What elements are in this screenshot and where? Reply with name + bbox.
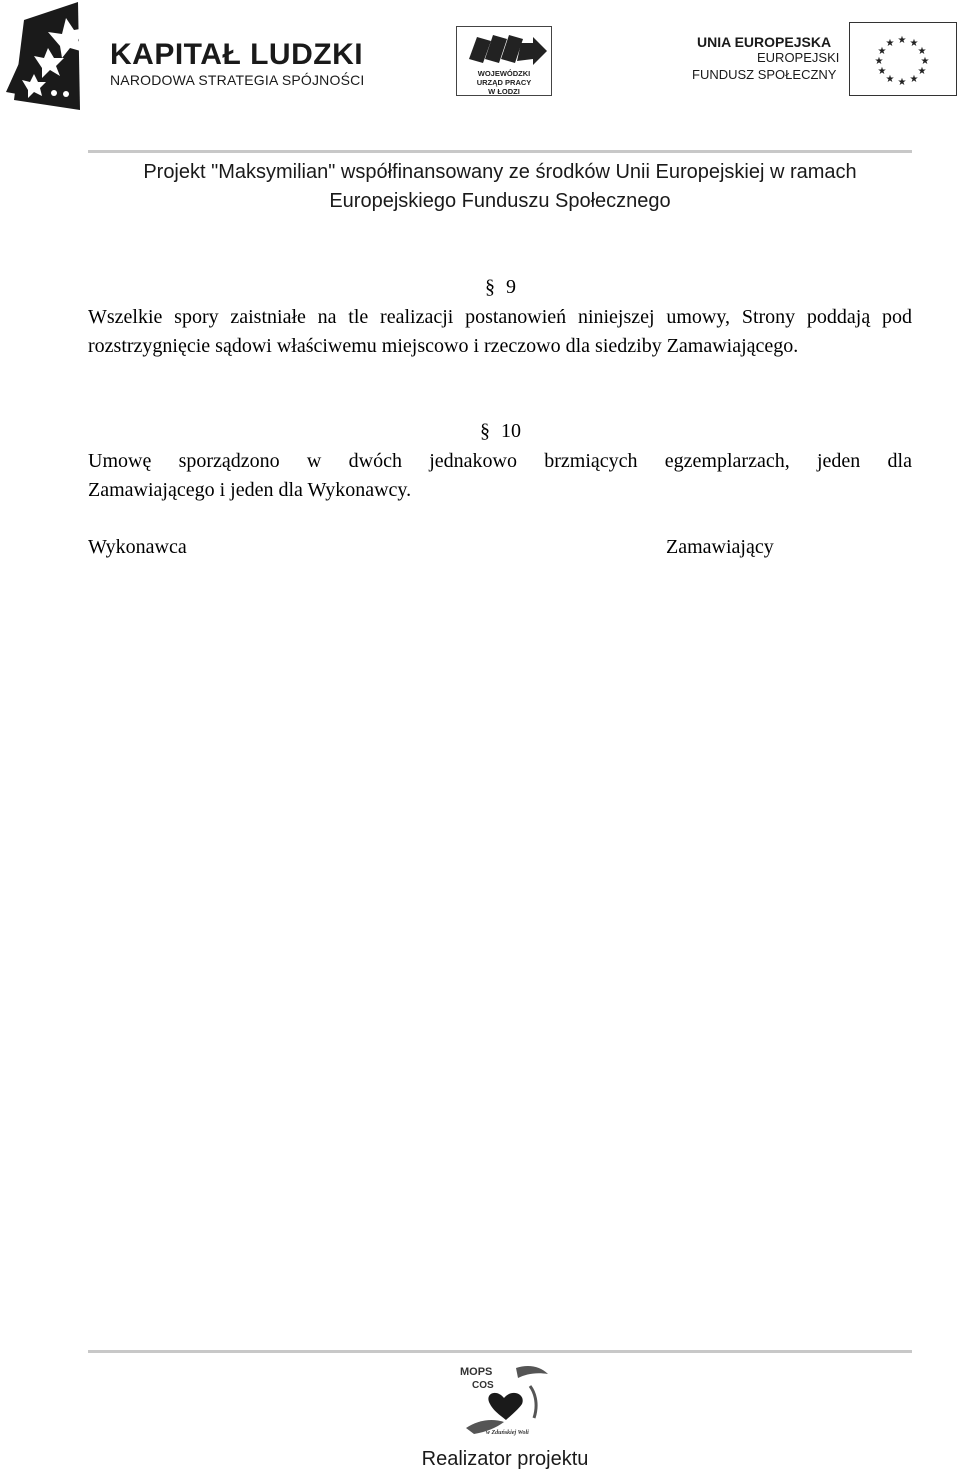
- footer-realizator-label: Realizator projektu: [421, 1448, 589, 1470]
- eu-subtitle-1: EUROPEJSKI: [757, 50, 840, 65]
- section-10-text: [88, 447, 912, 505]
- kapital-ludzki-emblem-icon: [4, 0, 104, 115]
- project-funding-statement: [0, 158, 960, 216]
- kapital-ludzki-subtitle: NARODOWA STRATEGIA SPÓJNOŚCI: [110, 72, 365, 88]
- project-line-2: Europejskiego Funduszu Społecznego: [329, 190, 671, 212]
- eu-flag: [849, 22, 957, 96]
- wup-cards-icon: [457, 29, 550, 69]
- eu-stars-icon: [850, 23, 955, 94]
- svg-text:★: ★: [877, 46, 887, 57]
- signature-contractor: Wykonawca: [88, 536, 187, 558]
- mops-label: MOPS: [460, 1366, 493, 1378]
- cos-label: COS: [472, 1380, 494, 1391]
- svg-text:★: ★: [885, 38, 895, 49]
- section-number: 9: [506, 276, 516, 298]
- svg-text:★: ★: [909, 38, 919, 49]
- svg-text:★: ★: [874, 56, 884, 67]
- svg-text:★: ★: [920, 56, 930, 67]
- section-symbol: §: [485, 276, 495, 298]
- section-10-line-2: Zamawiającego i jeden dla Wykonawcy.: [88, 479, 412, 501]
- svg-text:★: ★: [917, 66, 927, 77]
- mops-cos-logo: [456, 1358, 552, 1444]
- eu-subtitle-2: FUNDUSZ SPOŁECZNY: [692, 67, 837, 82]
- svg-text:★: ★: [877, 66, 887, 77]
- kapital-ludzki-title: KAPITAŁ LUDZKI: [110, 38, 364, 71]
- kapital-ludzki-logo: [4, 0, 104, 115]
- svg-text:★: ★: [917, 46, 927, 57]
- svg-text:★: ★: [897, 77, 907, 88]
- project-line-1: Projekt "Maksymilian" współfinansowany ze środków Unii Europejskiej w ramach: [143, 161, 857, 183]
- town-label: w Zduńskiej Woli: [486, 1430, 529, 1436]
- wup-logo: [456, 26, 552, 96]
- header-divider: [88, 150, 912, 153]
- wup-line-3: W ŁODZI: [488, 87, 520, 96]
- section-9-line-2: rozstrzygnięcie sądowi właściwemu miejscowo i rzeczowo dla siedziby Zamawiającego.: [88, 335, 799, 357]
- section-number: 10: [501, 420, 521, 442]
- svg-text:★: ★: [909, 74, 919, 85]
- wup-line-2: URZĄD PRACY: [476, 78, 532, 87]
- section-9-line-1: Wszelkie spory zaistniałe na tle realizacji postanowień niniejszej umowy, Strony poddają pod: [88, 306, 912, 328]
- svg-text:★: ★: [897, 35, 907, 46]
- svg-text:★: ★: [885, 74, 895, 85]
- signature-client: Zamawiający: [666, 536, 774, 558]
- eu-title: UNIA EUROPEJSKA: [697, 34, 832, 50]
- section-symbol: §: [480, 420, 490, 442]
- section-9-heading: [485, 276, 516, 299]
- section-10-heading: [480, 420, 521, 443]
- wup-line-1: WOJEWÓDZKI: [477, 69, 531, 78]
- footer-divider: [88, 1350, 912, 1353]
- section-10-line-1: Umowę sporządzono w dwóch jednakowo brzmiących egzemplarzach, jeden dla: [88, 450, 912, 472]
- section-9-text: [88, 303, 912, 361]
